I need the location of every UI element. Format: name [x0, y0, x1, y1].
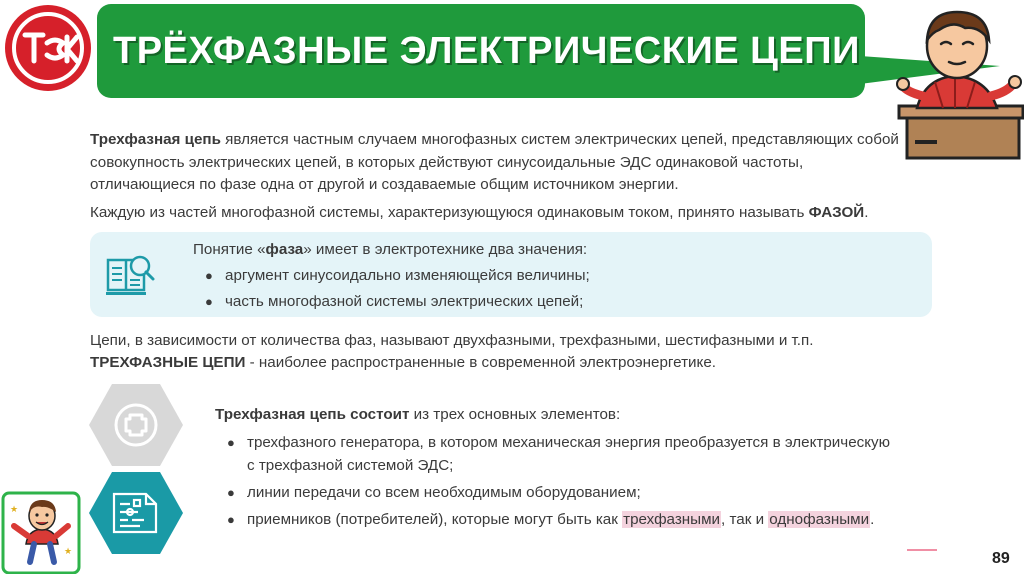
- phase-text: Каждую из частей многофазной системы, характеризующуюся одинаковым током, принято называть: [90, 204, 809, 221]
- composition-item-3: [247, 509, 874, 532]
- info-title-term: фаза: [265, 241, 304, 258]
- logo-text: ТСК: [48, 95, 50, 96]
- item3-end: .: [870, 511, 875, 528]
- phase-end: .: [864, 204, 869, 221]
- three-phase-term: ТРЕХФАЗНЫЕ ЦЕПИ: [90, 354, 246, 371]
- footer-accent-line: [907, 549, 937, 551]
- plus-circle-hexagon-icon: [88, 382, 184, 468]
- list-item: [227, 509, 874, 532]
- list-item: [227, 432, 890, 455]
- cartoon-boy-shrug-illustration: [895, 0, 1023, 160]
- three-phase-rest: - наиболее распространенные в современной электроэнергетике.: [245, 354, 717, 371]
- info-title-pre: Понятие «: [193, 241, 266, 258]
- three-phase-line: [90, 352, 910, 375]
- list-item: [205, 265, 590, 288]
- svg-text:★: ★: [64, 547, 73, 557]
- bullet-icon: ●: [205, 268, 213, 283]
- phase-definition: [90, 202, 910, 225]
- bullet-icon: ●: [227, 512, 235, 527]
- cartoon-boy-jumping-illustration: [2, 492, 80, 574]
- title-banner: [97, 4, 865, 98]
- highlight-single-phase: однофазными: [769, 511, 870, 528]
- bullet-icon: ●: [227, 485, 235, 500]
- tsk-logo: [3, 3, 93, 96]
- info-title-post: » имеет в электротехнике два значения:: [303, 241, 588, 258]
- page-title: ТРЁХФАЗНЫЕ ЭЛЕКТРИЧЕСКИЕ ЦЕПИ: [113, 29, 860, 72]
- composition-title: [215, 404, 620, 427]
- composition-item-2: линии передачи со всем необходимым оборудованием;: [247, 484, 641, 501]
- list-item: [227, 482, 641, 505]
- highlight-three-phase: трехфазными: [623, 511, 721, 528]
- intro-text: является частным случаем многофазных систем электрических цепей, представляющих собой совокупность электрических цепей, в которых действуют синусоидальные ЭДС одинаковой частоты, отличающиеся по фазе одна от другой и создаваемые общим источником энергии.: [90, 131, 899, 193]
- circuit-diagram-hexagon-icon: [88, 470, 184, 556]
- intro-paragraph: [90, 129, 910, 197]
- item3-pre: приемников (потребителей), которые могут быть как: [247, 511, 623, 528]
- item3-mid: , так и: [721, 511, 769, 528]
- info-item-2: часть многофазной системы электрических цепей;: [225, 293, 584, 310]
- info-box-title: [193, 239, 587, 262]
- info-item-1: аргумент синусоидально изменяющейся величины;: [225, 267, 590, 284]
- book-magnifier-icon: [106, 252, 156, 298]
- composition-rest: из трех основных элементов:: [409, 406, 621, 423]
- intro-term: Трехфазная цепь: [90, 131, 221, 148]
- composition-item-1-cont: с трехфазной системой ЭДС;: [247, 457, 454, 474]
- page-number: 89: [992, 550, 1010, 567]
- phase-term: ФАЗОЙ: [808, 204, 865, 221]
- bullet-icon: ●: [227, 435, 235, 450]
- svg-text:★: ★: [10, 505, 19, 515]
- composition-item-1: трехфазного генератора, в котором механическая энергия преобразуется в электрическую: [247, 434, 891, 451]
- composition-term: Трехфазная цепь состоит: [215, 406, 410, 423]
- circuits-line: Цепи, в зависимости от количества фаз, называют двухфазными, трехфазными, шестифазными и т.п.: [90, 332, 814, 349]
- bullet-icon: ●: [205, 294, 213, 309]
- list-item: [205, 291, 583, 314]
